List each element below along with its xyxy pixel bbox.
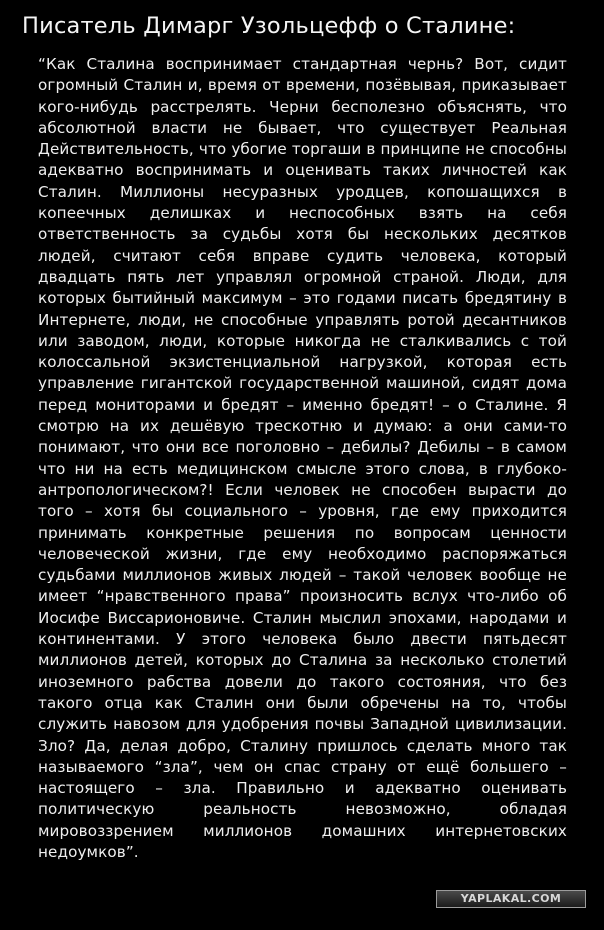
quote-text: “Как Сталина воспринимает стандартная чернь? Вот, сидит огромный Сталин и, время от времени, позёвывая, приказывает кого-нибудь расстрелять. Черни бесполезно объяснять, что абсолютной власти не бывает, что существует Реальная Действительность, что убогие торгаши в принципе не способны адекватно воспринимать и оценивать таких личностей как Сталин. Миллионы несуразных уродцев, копошащихся в копеечных делишках и неспособных взять на себя ответственность за судьбы хотя бы нескольких десятков людей, считают себя вправе судить человека, который двадцать пять лет управлял огромной страной. Люди, для которых бытийный максимум – это годами писать бредятину в Интернете, люди, не способные управлять ротой десантников или заводом, люди, которые никогда не сталкивались с той колоссальной экзистенциальной нагрузкой, которая есть управление гигантской государственной машиной, сидят дома перед мониторами и бредят – именно бредят! – о Сталине. Я смотрю на их дешёвую трескотню и думаю: а они сами-то понимают, что они все поголовно – дебилы? Дебилы – в самом что ни на есть медицинском смысле этого слова, в глубоко-антропологическом?! Если человек не способен вырасти до того – хотя бы социального – уровня, где ему приходится принимать конкретные решения по вопросам ценности человеческой жизни, где ему необходимо распоряжаться судьбами миллионов живых людей – такой человек вообще не имеет “нравственного права” произносить вслух что-либо об Иосифе Виссарионовиче. Сталин мыслил эпохами, народами и континентами. У этого человека было двести пятьдесят миллионов детей, которых до Сталина за несколько столетий иноземного рабства довели до такого состояния, что без такого отца как Сталин они были обречены на то, чтобы служить навозом для удобрения почвы Западной цивилизации. Зло? Да, делая добро, Сталину пришлось сделать много так называемого “зла”, чем он спас страну от ещё большего – настоящего – зла. Правильно и адекватно оценивать политическую реальность невозможно, обладая мировоззрением миллионов домашних интернетовских недоумков”. [38, 55, 567, 861]
watermark-logo: YAPLAKAL.COM [436, 890, 586, 908]
heading-title: Писатель Димарг Узольцефф о Сталине: [22, 13, 516, 39]
